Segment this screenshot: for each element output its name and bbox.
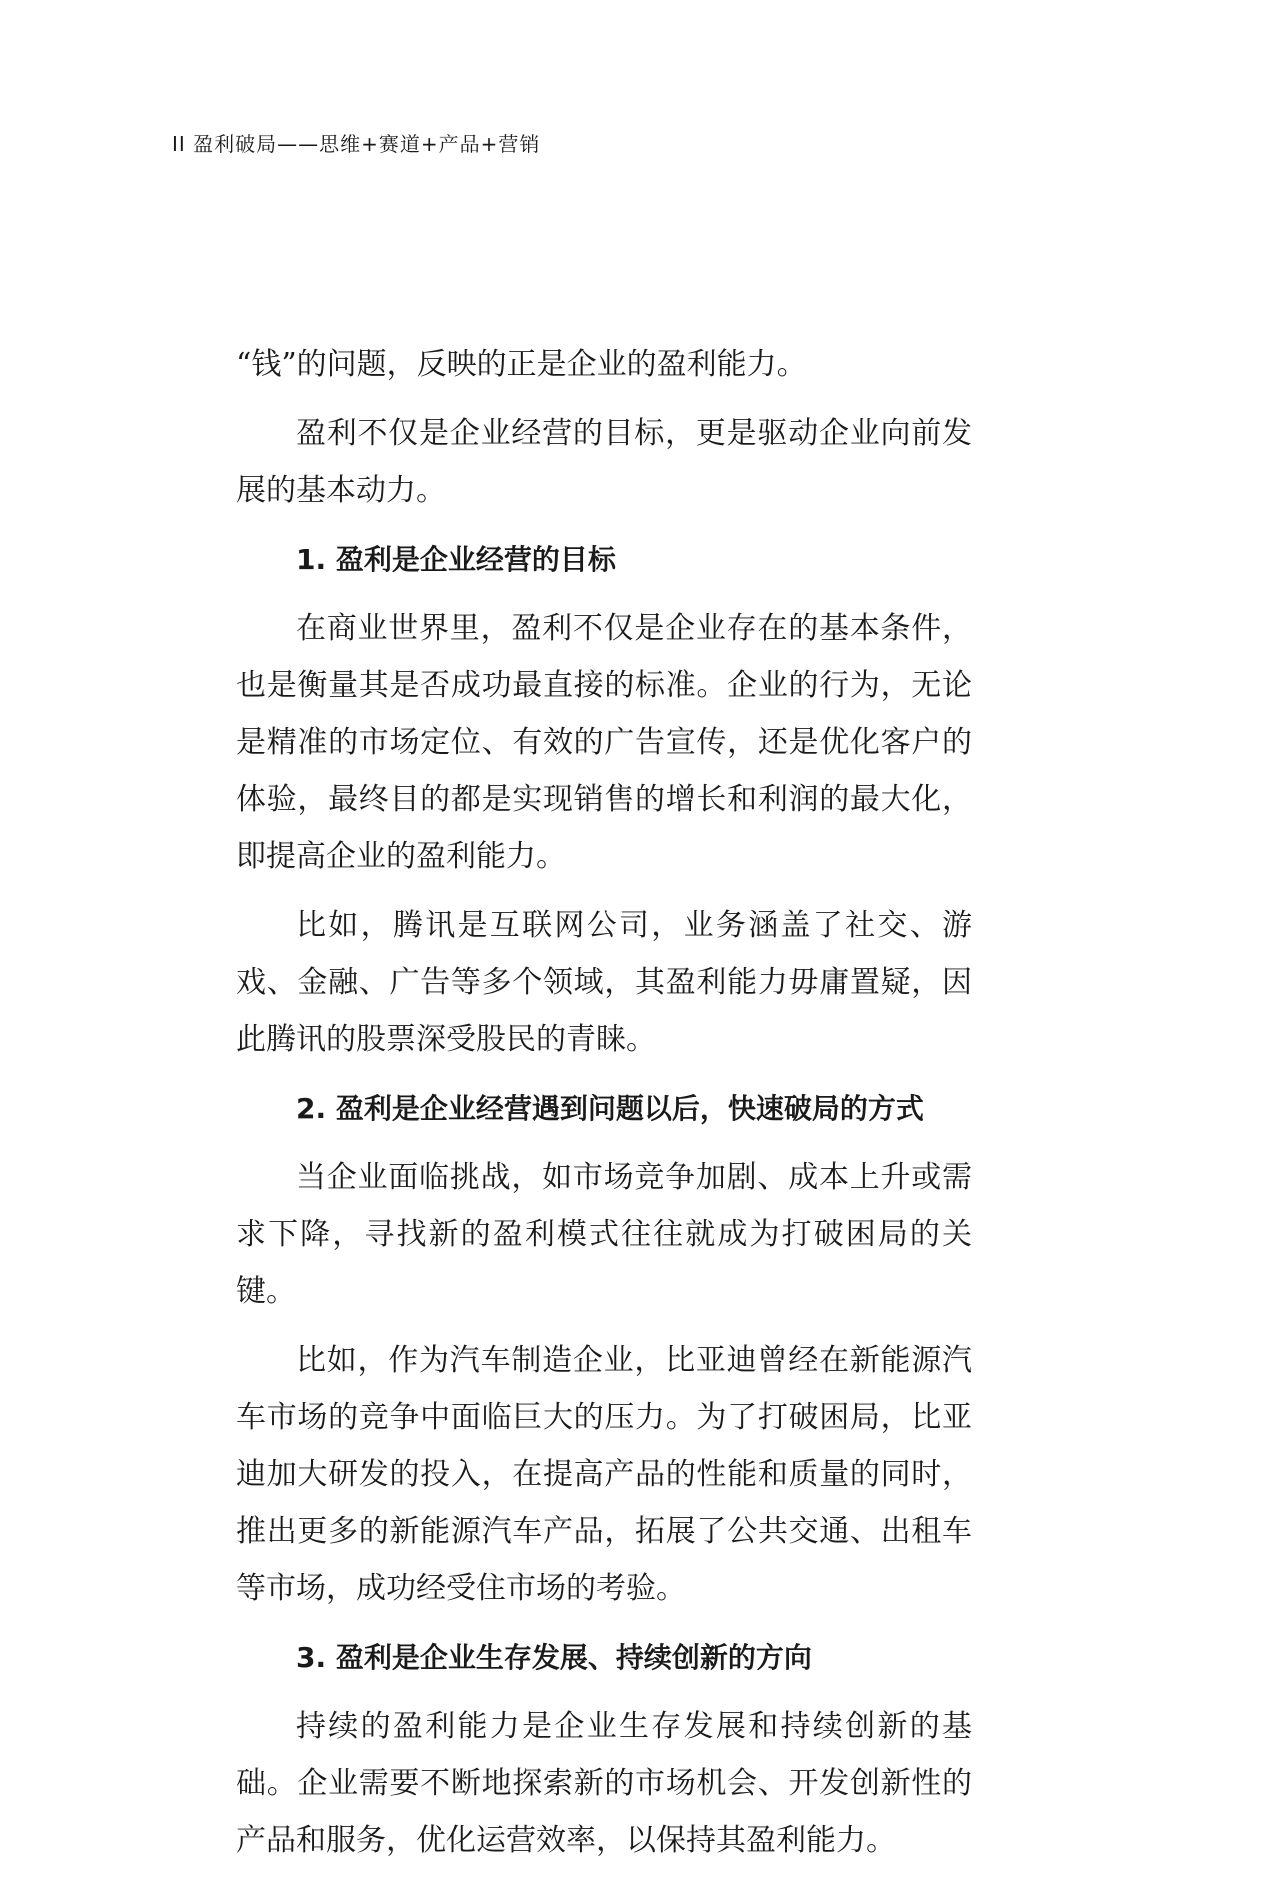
page-body bbox=[236, 336, 972, 1881]
paragraph: 持续的盈利能力是企业生存发展和持续创新的基础。企业需要不断地探索新的市场机会、开发创新性的产品和服务，优化运营效率，以保持其盈利能力。 bbox=[236, 1709, 972, 1858]
section-heading-2: 2. 盈利是企业经营遇到问题以后，快速破局的方式 bbox=[296, 1092, 924, 1125]
paragraph: 当企业面临挑战，如市场竞争加剧、成本上升或需求下降，寻找新的盈利模式往往就成为打破困局的关键。 bbox=[236, 1160, 972, 1309]
paragraph: 在商业世界里，盈利不仅是企业存在的基本条件，也是衡量其是否成功最直接的标准。企业的行为，无论是精准的市场定位、有效的广告宣传，还是优化客户的体验，最终目的都是实现销售的增长和利润的最大化，即提高企业的盈利能力。 bbox=[236, 611, 972, 874]
section-heading-3: 3. 盈利是企业生存发展、持续创新的方向 bbox=[296, 1641, 812, 1674]
paragraph-continuation: “钱”的问题，反映的正是企业的盈利能力。 bbox=[236, 347, 807, 382]
paragraph: 盈利不仅是企业经营的目标，更是驱动企业向前发展的基本动力。 bbox=[236, 416, 972, 508]
paragraph: 比如，腾讯是互联网公司，业务涵盖了社交、游戏、金融、广告等多个领域，其盈利能力毋庸置疑，因此腾讯的股票深受股民的青睐。 bbox=[236, 908, 972, 1057]
section-heading-1: 1. 盈利是企业经营的目标 bbox=[296, 543, 616, 576]
running-header: II 盈利破局——思维+赛道+产品+营销 bbox=[172, 132, 541, 156]
paragraph: 比如，作为汽车制造企业，比亚迪曾经在新能源汽车市场的竞争中面临巨大的压力。为了打破困局，比亚迪加大研发的投入，在提高产品的性能和质量的同时，推出更多的新能源汽车产品，拓展了公共交通、出租车等市场，成功经受住市场的考验。 bbox=[236, 1343, 972, 1606]
